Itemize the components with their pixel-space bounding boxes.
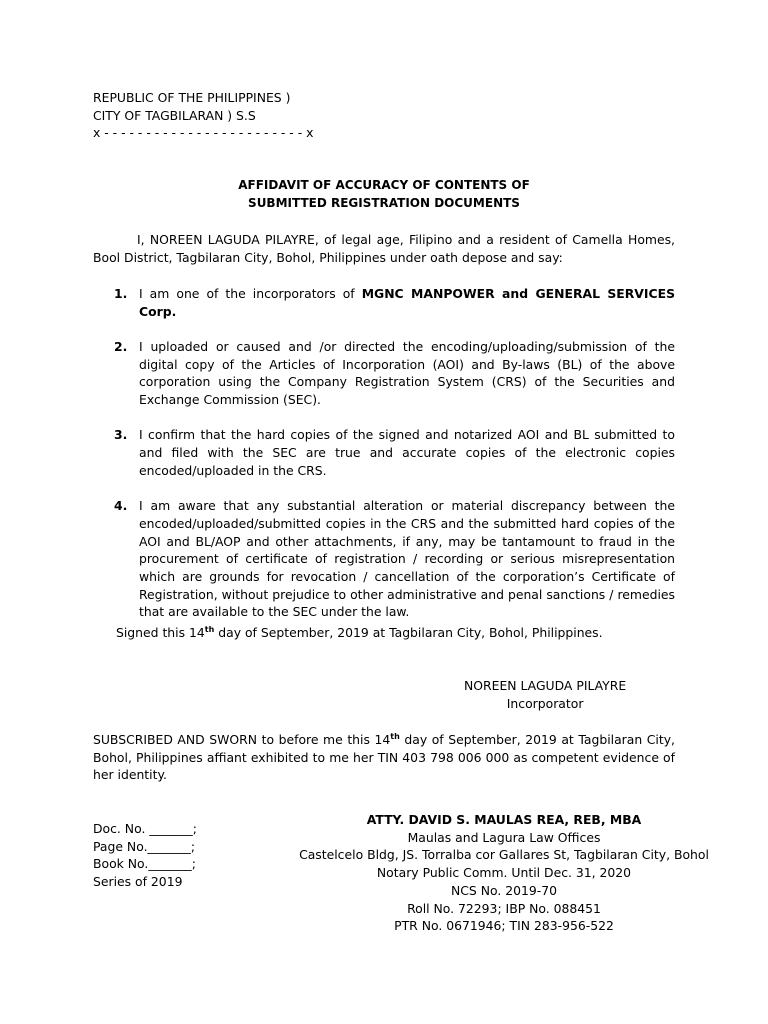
venue-city: CITY OF TAGBILARAN ) S.S <box>93 107 256 123</box>
jurat-before: SUBSCRIBED AND SWORN to before me this 14 <box>93 732 391 747</box>
item-number: 2. <box>114 339 128 354</box>
statement-item-1 <box>93 285 675 320</box>
notary-firm: Maulas and Lagura Law Offices <box>407 829 601 845</box>
statement-item-3 <box>93 426 675 479</box>
statement-list <box>93 285 675 639</box>
series-year: Series of 2019 <box>93 874 183 890</box>
item-number: 1. <box>114 286 128 301</box>
venue-divider: x - - - - - - - - - - - - - - - - - - - - - - - - x <box>93 125 314 141</box>
notary-block <box>296 811 712 935</box>
signed-ordinal: th <box>204 624 215 634</box>
notary-address: Castelcelo Bldg, JS. Torralba cor Gallares St, Tagbilaran City, Bohol <box>299 847 709 863</box>
item-text: I uploaded or caused and /or directed the encoding/uploading/submission of the digital copy of the Articles of Incorporation (AOI) and By-laws (BL) of the above corporation using the Company Registration System (CRS) of the Securities and Exchange Commission (SEC). <box>139 339 675 408</box>
signed-before: Signed this 14 <box>116 625 205 640</box>
statement-item-4 <box>93 497 675 621</box>
notary-ptr: PTR No. 0671946; TIN 283-956-522 <box>394 918 614 934</box>
jurat-ordinal: th <box>390 731 400 741</box>
notarial-register-block <box>93 820 197 891</box>
item-text: I am one of the incorporators of <box>139 286 362 301</box>
book-number: Book No._______; <box>93 856 196 872</box>
title-line-1: AFFIDAVIT OF ACCURACY OF CONTENTS OF <box>238 178 530 192</box>
notary-commission: Notary Public Comm. Until Dec. 31, 2020 <box>376 865 632 881</box>
doc-number: Doc. No. _______; <box>93 821 197 836</box>
signed-date-line <box>116 624 603 642</box>
jurat-after: day of September, 2019 at Tagbilaran City, Bohol, Philippines affiant exhibited to me her TIN 403 798 006 000 as competent evidence of her identity. <box>93 732 675 783</box>
corporation-name: MGNC MANPOWER and GENERAL SERVICES Corp. <box>139 286 675 319</box>
intro-paragraph: I, NOREEN LAGUDA PILAYRE, of legal age, Filipino and a resident of Camella Homes, Bool District, Tagbilaran City, Bohol, Philippines under oath depose and say: <box>93 232 675 265</box>
statement-item-2 <box>93 338 675 409</box>
affiant-role: Incorporator <box>506 695 584 711</box>
page-number: Page No._______; <box>93 838 196 854</box>
title-line-2: SUBMITTED REGISTRATION DOCUMENTS <box>248 195 520 210</box>
item-text: I confirm that the hard copies of the signed and notarized AOI and BL submitted to and filed with the SEC are true and accurate copies of the electronic copies encoded/uploaded in the CRS. <box>139 427 675 478</box>
jurat-paragraph <box>93 731 675 784</box>
affiant-signature-block <box>464 677 626 712</box>
document-title <box>0 177 768 212</box>
notary-roll: Roll No. 72293; IBP No. 088451 <box>407 900 601 916</box>
signed-after: day of September, 2019 at Tagbilaran City, Bohol, Philippines. <box>214 625 603 640</box>
item-number: 4. <box>114 498 128 514</box>
affiant-name: NOREEN LAGUDA PILAYRE <box>464 678 627 693</box>
notary-ncs: NCS No. 2019-70 <box>450 882 557 898</box>
notary-name: ATTY. DAVID S. MAULAS REA, REB, MBA <box>366 812 642 827</box>
item-text: I am aware that any substantial alteration or material discrepancy between the encoded/uploaded/submitted copies in the CRS and the submitted hard copies of the AOI and BL/AOP and other attachments, if any, may be tantamount to fraud in the procurement of certificate of registration / recording or serious misrepresentation which are grounds for revocation / cancellation of the corporation’s Certificate of Registration, without prejudice to other administrative and penal sanctions / remedies that are available to the SEC under the law. <box>139 498 675 620</box>
venue-header <box>93 89 313 142</box>
venue-republic: REPUBLIC OF THE PHILIPPINES ) <box>93 90 291 105</box>
item-number: 3. <box>114 427 128 443</box>
